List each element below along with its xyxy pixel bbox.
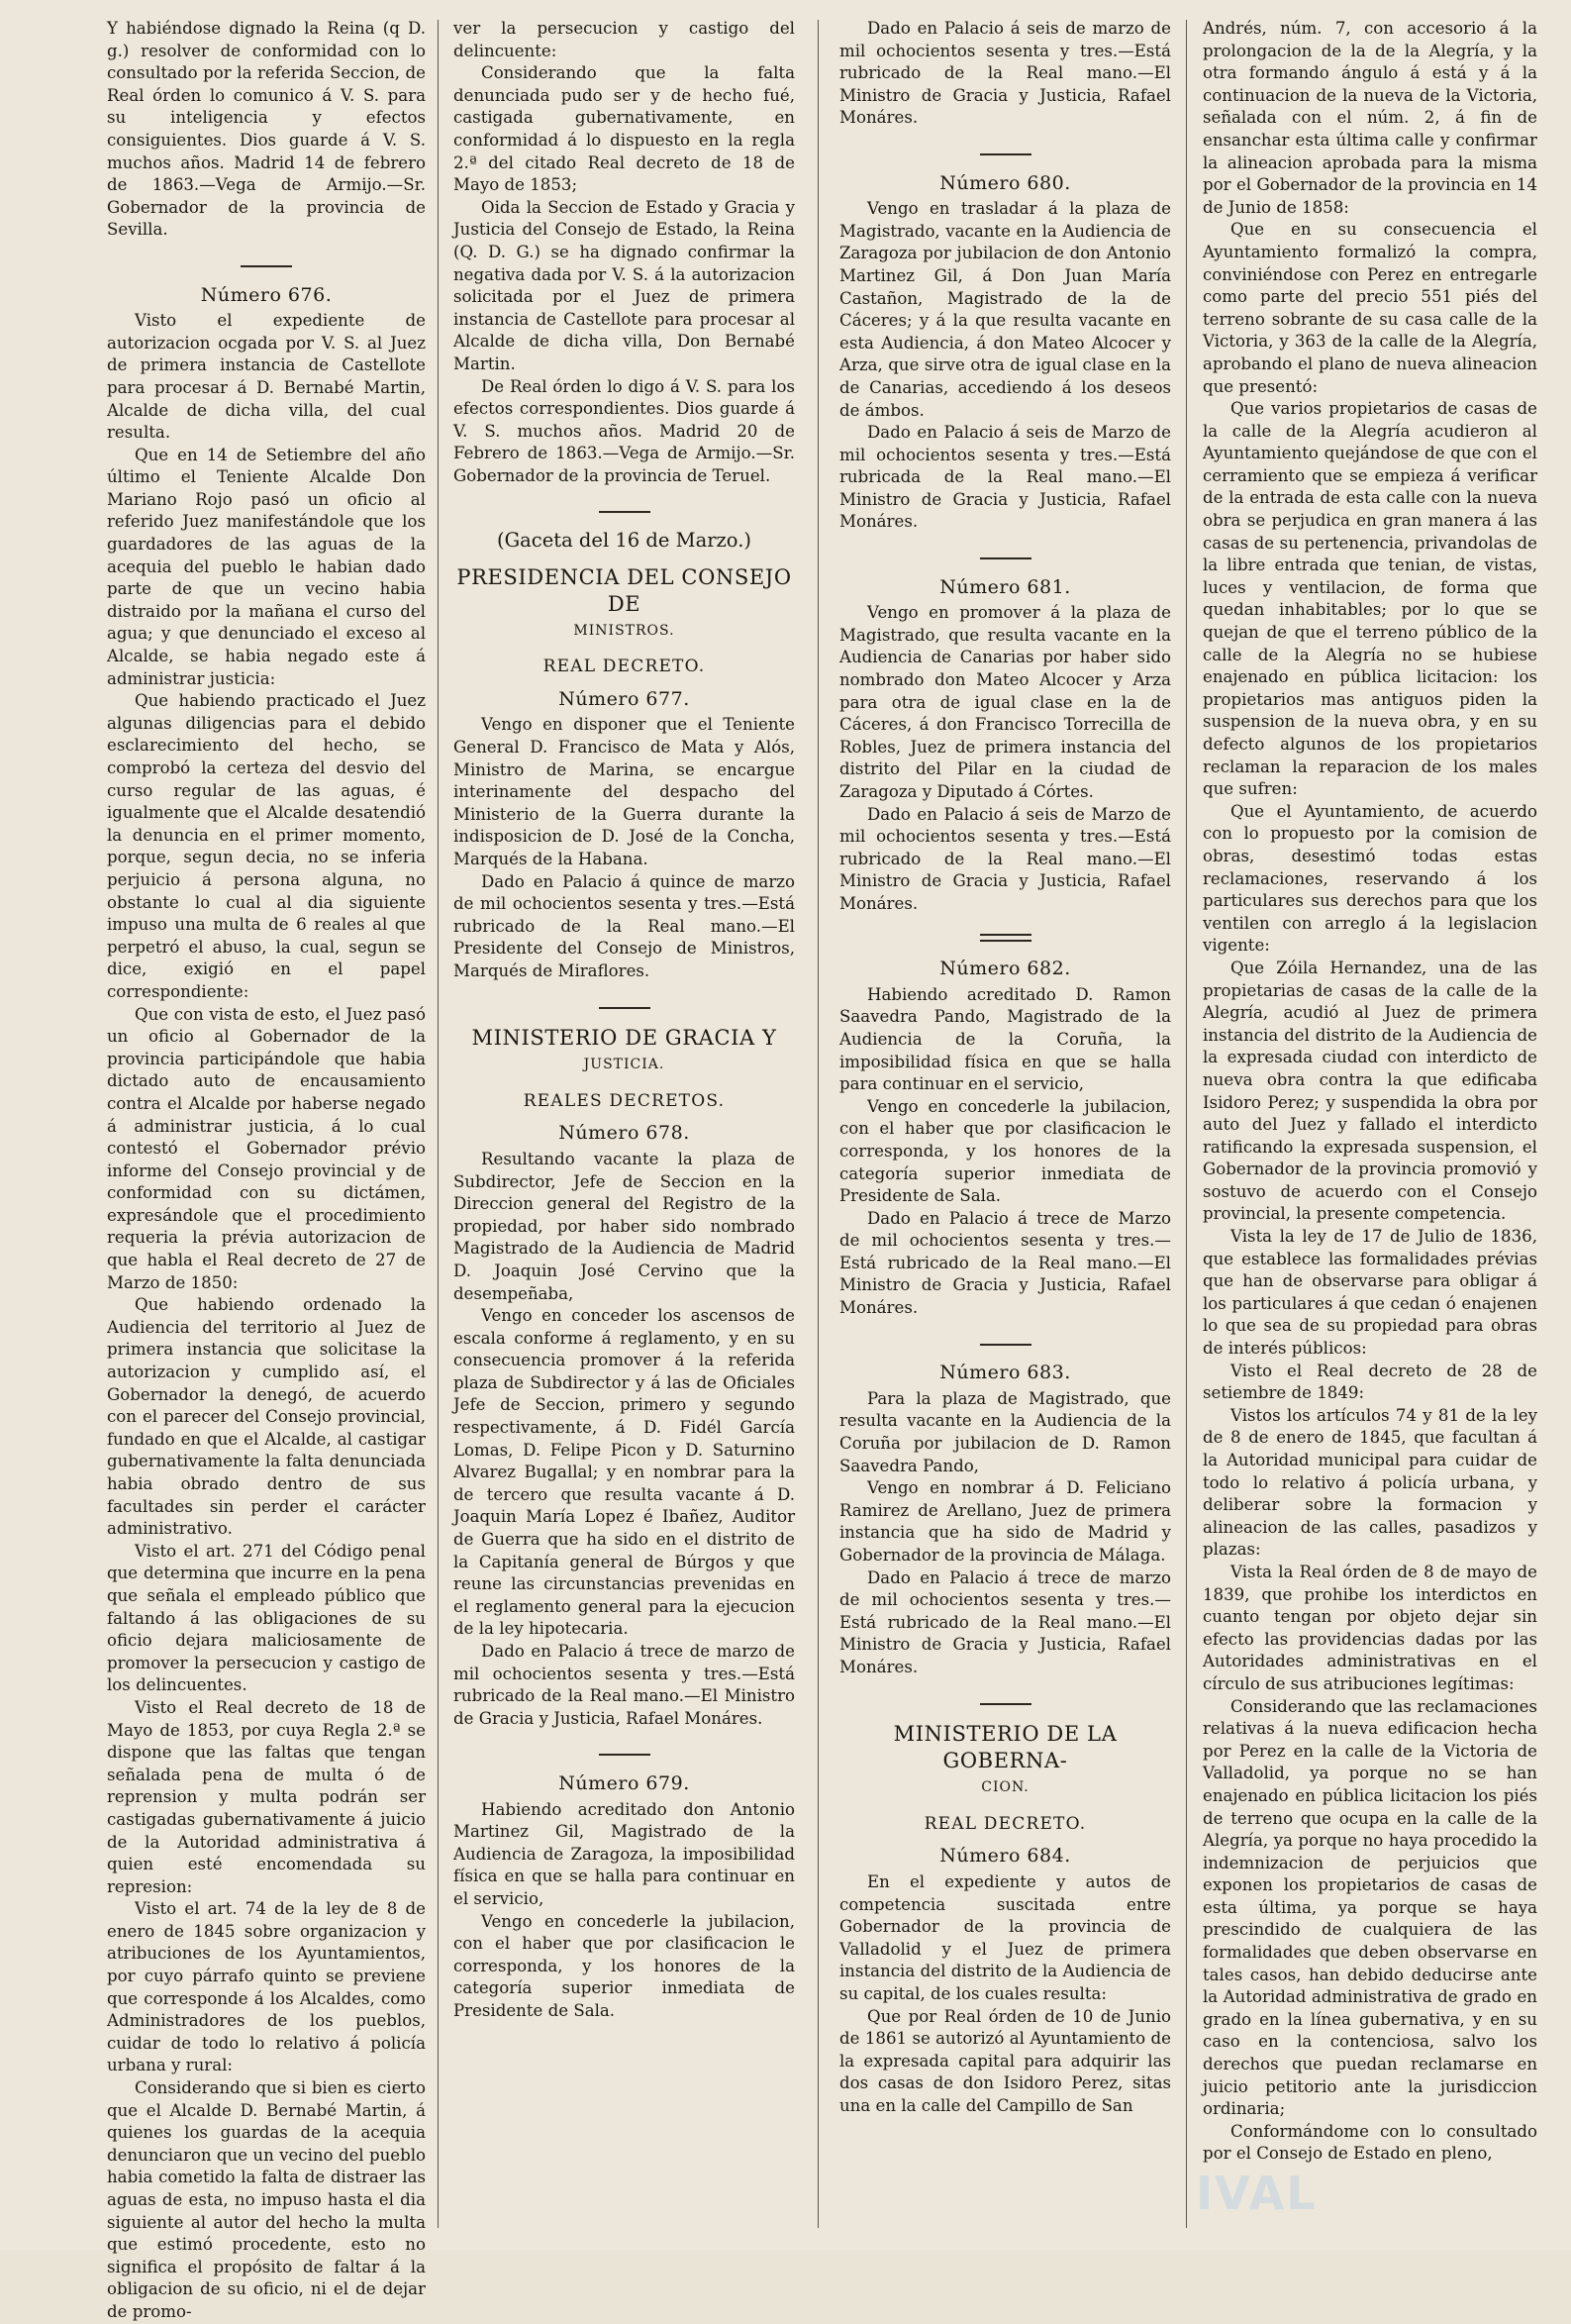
- gazette-date-heading: (Gaceta del 16 de Marzo.): [496, 529, 751, 553]
- paragraph: Dado en Palacio á seis de Marzo de mil ochocientos sesenta y tres.—Está rubricada de la Real mano.—El Ministro de Gracia y Justicia, Rafael Monáres.: [839, 423, 1171, 532]
- column-1: [107, 18, 426, 2321]
- section-heading: MINISTERIO DE LA GOBERNA-: [893, 1722, 1118, 1773]
- paragraph: Habiendo acreditado don Antonio Martinez Gil, Magistrado de la Audiencia de Zaragoza, la imposibilidad física en que se halla para continuar en el servicio,: [453, 1799, 795, 1908]
- paragraph: Para la plaza de Magistrado, que resulta vacante en la Audiencia de la Coruña por jubilacion de D. Ramon Saavedra Pando,: [839, 1388, 1171, 1475]
- section-separator: [839, 140, 1171, 162]
- paragraph: Vengo en trasladar á la plaza de Magistrado, vacante en la Audiencia de Zaragoza por jubilacion de don Antonio Martinez Gil, á Don Juan María Castañon, Magistrado de la de Cáceres; y á la que resulta vacante en esta Audiencia, á don Mateo Alcocer y Arza, que sirve otra de igual clase en la de Canarias, accediendo á los deseos de ámbos.: [839, 199, 1171, 420]
- paragraph: Conformándome con lo consultado por el Consejo de Estado en pleno,: [1203, 2121, 1537, 2164]
- column-rule: [1186, 20, 1187, 2228]
- column-rule: [818, 20, 819, 2228]
- column-3: [839, 18, 1171, 2236]
- paragraph: Visto el art. 271 del Código penal que determina que incurre en la pena que señala el empleado público que faltando á las obligaciones de su oficio dejara maliciosamente de promover la persecucion y castigo de los delincuentes.: [107, 1541, 426, 1695]
- paragraph: Dado en Palacio á seis de marzo de mil ochocientos sesenta y tres.—Está rubricado de la Real mano.—El Ministro de Gracia y Justicia, Rafael Monáres.: [839, 19, 1171, 128]
- section-heading-continued: MINISTROS.: [573, 622, 675, 639]
- paragraph: Vengo en promover á la plaza de Magistrado, que resulta vacante en la Audiencia de Canarias por haber sido nombrado don Mateo Alcocer y Arza para otra de igual clase en la de Cáceres, á don Francisco Torrecilla de Robles, Juez de primera instancia del distrito del Pilar en la ciudad de Zaragoza y Diputado á Córtes.: [839, 603, 1171, 801]
- column-4: [1203, 18, 1537, 2236]
- paragraph: De Real órden lo digo á V. S. para los efectos correspondientes. Dios guarde á V. S. muchos años. Madrid 20 de Febrero de 1863.—Vega de Armijo.—Sr. Gobernador de la provincia de Teruel.: [453, 376, 795, 485]
- section-separator: [839, 1689, 1171, 1712]
- section-heading: PRESIDENCIA DEL CONSEJO DE: [456, 564, 792, 616]
- section-separator: [453, 497, 795, 520]
- decree-number: Número 676.: [200, 283, 333, 306]
- paragraph: Que por Real órden de 10 de Junio de 1861 se autorizó al Ayuntamiento de la expresada capital para adquirir las dos casas de don Isidoro Perez, sitas una en la calle del Campillo de San: [839, 2006, 1171, 2115]
- decree-number: Número 679.: [558, 1771, 690, 1794]
- paragraph: Que Zóila Hernandez, una de las propietarias de casas de la calle de la Alegría, acudió al Juez de primera instancia del distrito de la Audiencia de la expresada ciudad con interdicto de nueva obra contra la que edificaba Isidoro Perez; y suspendida la obra por auto del Juez y fallado el interdicto ratificando la expresada suspension, el Gobernador de la provincia promovió y sostuvo de acuerdo con el Consejo provincial, la presente competencia.: [1203, 958, 1537, 1224]
- decree-number: Número 678.: [558, 1122, 690, 1145]
- paragraph: Resultando vacante la plaza de Subdirector, Jefe de Seccion en la Direccion general del Registro de la propiedad, por haber sido nombrado Magistrado de la Audiencia de Madrid D. Joaquin José Cervino que la desempeñaba,: [453, 1149, 795, 1303]
- subsection-heading: REALES DECRETOS.: [523, 1090, 726, 1111]
- section-separator: [839, 926, 1171, 949]
- paragraph: Considerando que si bien es cierto que el Alcalde D. Bernabé Martin, á quienes los guardas de la acequia denunciaron que un vecino del pueblo habia cometido la falta de distraer las aguas de esta, no impuso hasta el dia siguiente al autor del hecho la multa que estimó procedente, esto no significa el propósito de faltar á la obligacion de su oficio, ni el de dejar de promo-: [107, 2078, 426, 2321]
- decree-number: Número 683.: [939, 1362, 1071, 1384]
- paragraph: Vista la Real órden de 8 de mayo de 1839, que prohibe los interdictos en cuanto tengan por objeto dejar sin efecto las providencias dadas por las Autoridades administrativas en el círculo de sus atribuciones legítimas:: [1203, 1562, 1537, 1693]
- paragraph: Dado en Palacio á quince de marzo de mil ochocientos sesenta y tres.—Está rubricado de la Real mano.—El Presidente del Consejo de Ministros, Marqués de Miraflores.: [453, 871, 795, 980]
- library-watermark-logo: IVAL: [1196, 2167, 1318, 2220]
- decree-number: Número 684.: [939, 1845, 1071, 1868]
- decree-number: Número 681.: [939, 575, 1071, 598]
- section-separator: [453, 1740, 795, 1763]
- paragraph: Considerando que la falta denunciada pudo ser y de hecho fué, castigada gubernativamente, en conformidad á lo dispuesto en la regla 2.ª del citado Real decreto de 18 de Mayo de 1853;: [453, 63, 795, 195]
- paragraph: Vengo en conceder los ascensos de escala conforme á reglamento, y en su consecuencia promover á la referida plaza de Subdirector y á las de Oficiales Jefe de Seccion, primero y segundo respectivamente, á D. Fidél García Lomas, D. Felipe Picon y D. Saturnino Alvarez Bugallal; y en nombrar para la de tercero que resulta vacante á D. Joaquin María Lopez é Ibañez, Auditor de Guerra que ha sido en el distrito de la Capitanía general de Búrgos y que reune las circunstancias prevenidas en el reglamento general para la ejecucion de la ley hipotecaria.: [453, 1306, 795, 1639]
- paragraph: En el expediente y autos de competencia suscitada entre Gobernador de la provincia de Valladolid y el Juez de primera instancia del distrito de la Audiencia de su capital, de los cuales resulta:: [839, 1871, 1171, 2003]
- paragraph: Que varios propietarios de casas de la calle de la Alegría acudieron al Ayuntamiento quejándose de que con el cerramiento que se empieza á verificar de la entrada de esta calle con la nueva obra se perjudica en gran manera á las casas de su pertenencia, privandolas de la libre entrada que tenian, de vistas, luces y ventilacion, de forma que quedan inhabitables; por lo que se quejan de que el terreno público de la calle de la Alegría no se hubiese enajenado en pública licitacion: los propietarios mas antiguos piden la suspension de la nueva obra, y en su defecto algunos de los propietarios reclaman la reparacion de los males que sufren:: [1203, 399, 1537, 799]
- paragraph: Dado en Palacio á seis de Marzo de mil ochocientos sesenta y tres.—Está rubricado de la Real mano.—El Ministro de Gracia y Justicia, Rafael Monáres.: [839, 804, 1171, 913]
- section-separator: [839, 1330, 1171, 1353]
- section-heading: MINISTERIO DE GRACIA Y: [471, 1026, 777, 1051]
- paragraph: Visto el Real decreto de 28 de setiembre de 1849:: [1203, 1361, 1537, 1403]
- paragraph: Dado en Palacio á trece de marzo de mil ochocientos sesenta y tres.—Está rubricado de la Real mano.—El Ministro de Gracia y Justicia, Rafael Monáres.: [839, 1567, 1171, 1676]
- decree-number: Número 677.: [558, 687, 690, 710]
- decree-number: Número 682.: [939, 958, 1071, 980]
- paragraph: Visto el expediente de autorizacion ocgada por V. S. al Juez de primera instancia de Castellote para procesar á D. Bernabé Martin, Alcalde de dicha villa, del cual resulta.: [107, 311, 426, 443]
- paragraph-continued: ver la persecucion y castigo del delincuente:: [453, 19, 795, 60]
- paragraph: Vengo en concederle la jubilacion, con el haber que por clasificacion le corresponda, y los honores de la categoría superior inmediata de Presidente de Sala.: [839, 1096, 1171, 1206]
- paragraph: Que en su consecuencia el Ayuntamiento formalizó la compra, conviniéndose con Perez en entregarle como parte del precio 551 piés del terreno sobrante de su casa calle de la Victoria, y 363 de la calle de la Alegría, aprobando el plano de nueva alineacion que presentó:: [1203, 220, 1537, 396]
- paragraph: Oida la Seccion de Estado y Gracia y Justicia del Consejo de Estado, la Reina (Q. D. G.) se ha dignado confirmar la negativa dada por V. S. á la autorizacion solicitada por el Juez de primera instancia de Castellote para procesar al Alcalde de dicha villa, Don Bernabé Martin.: [453, 197, 795, 373]
- paragraph: Visto el Real decreto de 18 de Mayo de 1853, por cuya Regla 2.ª se dispone que las faltas que tengan señalada pena de multa ó de reprension y multa podrán ser castigadas gubernativamente á juicio de la Autoridad administrativa á quien esté encomendada su represion:: [107, 1697, 426, 1896]
- section-separator: [107, 252, 426, 274]
- paragraph: Vengo en nombrar á D. Feliciano Ramirez de Arellano, Juez de primera instancia que ha sido de Madrid y Gobernador de la provincia de Málaga.: [839, 1478, 1171, 1565]
- section-separator: [453, 993, 795, 1016]
- paragraph: Vistos los artículos 74 y 81 de la ley de 8 de enero de 1845, que facultan á la Autoridad municipal para cuidar de todo lo relativo á policía urbana, y deliberar sobre la formacion y alineacion de las calles, pasadizos y plazas:: [1203, 1405, 1537, 1560]
- section-separator: [839, 544, 1171, 566]
- decree-number: Número 680.: [939, 171, 1071, 194]
- paragraph: Que en 14 de Setiembre del año último el Teniente Alcalde Don Mariano Rojo pasó un oficio al referido Juez manifestándole que los guardadores de las aguas de la acequia del pueblo le habian dado parte de que un vecino habia distraido por la mañana el curso del agua; y que denunciado el exceso al Alcalde, se habia negado este á administrar justicia:: [107, 445, 426, 688]
- paragraph: Dado en Palacio á trece de marzo de mil ochocientos sesenta y tres.—Está rubricado de la Real mano.—El Ministro de Gracia y Justicia, Rafael Monáres.: [453, 1642, 795, 1728]
- section-heading-continued: CION.: [981, 1779, 1030, 1796]
- paragraph-continued: Y habiéndose dignado la Reina (q D. g.) resolver de conformidad con lo consultado por la referida Seccion, de Real órden lo comunico á V. S. para su inteligencia y efectos consiguientes. Dios guarde á V. S. muchos años. Madrid 14 de febrero de 1863.—Vega de Armijo.—Sr. Gobernador de la provincia de Sevilla.: [107, 19, 426, 240]
- subsection-heading: REAL DECRETO.: [924, 1813, 1087, 1834]
- column-2: [453, 18, 795, 2236]
- subsection-heading: REAL DECRETO.: [542, 657, 706, 677]
- paragraph: Que el Ayuntamiento, de acuerdo con lo propuesto por la comision de obras, desestimó todas estas reclamaciones, reservando á los particulares sus derechos para que los ventilen con arreglo á la legislacion vigente:: [1203, 801, 1537, 956]
- paragraph: Que habiendo practicado el Juez algunas diligencias para el debido esclarecimiento del hecho, se comprobó la certeza del desvio del curso regular de las aguas, é igualmente que el Alcalde desatendió la denuncia en el primer momento, porque, segun decia, no se inferia perjuicio á persona alguna, no obstante lo cual al dia siguiente impuso una multa de 6 reales al que perpetró el abuso, la cual, segun se dice, exigió en el papel correspondiente:: [107, 691, 426, 1001]
- paragraph: Que habiendo ordenado la Audiencia del territorio al Juez de primera instancia que solicitase la autorizacion y cumplido así, el Gobernador la denegó, de acuerdo con el parecer del Consejo provincial, fundado en que el Alcalde, al castigar gubernativamente la falta denunciada habia obrado dentro de sus facultades sin perder el carácter administrativo.: [107, 1295, 426, 1539]
- paragraph: Vengo en concederle la jubilacion, con el haber que por clasificacion le corresponda, y los honores de la categoría superior inmediata de Presidente de Sala.: [453, 1911, 795, 2020]
- column-rule: [438, 20, 439, 2228]
- paragraph: Que con vista de esto, el Juez pasó un oficio al Gobernador de la provincia participándole que habia dictado auto de encausamiento contra el Alcalde por haberse negado á administrar justicia, á lo cual contestó el Gobernador prévio informe del Consejo provincial y de conformidad con su dictámen, expresándole que el procedimiento requeria la prévia autorizacion de que habla el Real decreto de 27 de Marzo de 1850:: [107, 1004, 426, 1292]
- paragraph: Vista la ley de 17 de Julio de 1836, que establece las formalidades prévias que han de observarse para obligar á los particulares á que cedan ó enajenen lo que sea de su propiedad para obras de interés públicos:: [1203, 1227, 1537, 1359]
- paragraph: Habiendo acreditado D. Ramon Saavedra Pando, Magistrado de la Audiencia de la Coruña, la imposibilidad física en que se halla para continuar en el servicio,: [839, 984, 1171, 1094]
- paragraph: Visto el art. 74 de la ley de 8 de enero de 1845 sobre organizacion y atribuciones de los Ayuntamientos, por cuyo párrafo quinto se previene que corresponde á los Alcaldes, como Administradores de los pueblos, cuidar de todo lo relativo á policía urbana y rural:: [107, 1899, 426, 2075]
- paragraph-continued: Andrés, núm. 7, con accesorio á la prolongacion de la de la Alegría, y la otra formando ángulo á está y á la continuacion de la nueva de la Victoria, señalada con el núm. 2, á fin de ensanchar esta última calle y confirmar la alineacion aprobada para la misma por el Gobernador de la provincia en 14 de Junio de 1858:: [1203, 19, 1537, 217]
- paragraph: Vengo en disponer que el Teniente General D. Francisco de Mata y Alós, Ministro de Marina, se encargue interinamente del despacho del Ministerio de la Guerra durante la indisposicion de D. José de la Concha, Marqués de la Habana.: [453, 715, 795, 868]
- paragraph: Dado en Palacio á trece de Marzo de mil ochocientos sesenta y tres.—Está rubricado de la Real mano.—El Ministro de Gracia y Justicia, Rafael Monáres.: [839, 1208, 1171, 1318]
- paragraph: Considerando que las reclamaciones relativas á la nueva edificacion hecha por Perez en la calle de la Victoria de Valladolid, ya porque no se han enajenado en pública licitacion los piés de terreno que ocupa en la calle de la Alegría, ya porque no haya procedido la indemnizacion de perjuicios que exponen los propietarios de casas de esta última, ya porque se haya prescindido de cualquiera de las formalidades que deben observarse en tales casos, han debido deducirse ante la Autoridad administrativa de grado en grado en la línea gubernativa, y en su caso en la contenciosa, salvo los derechos que puedan reclamarse en juicio petitorio ante la jurisdiccion ordinaria;: [1203, 1696, 1537, 2119]
- section-heading-continued: JUSTICIA.: [583, 1057, 665, 1073]
